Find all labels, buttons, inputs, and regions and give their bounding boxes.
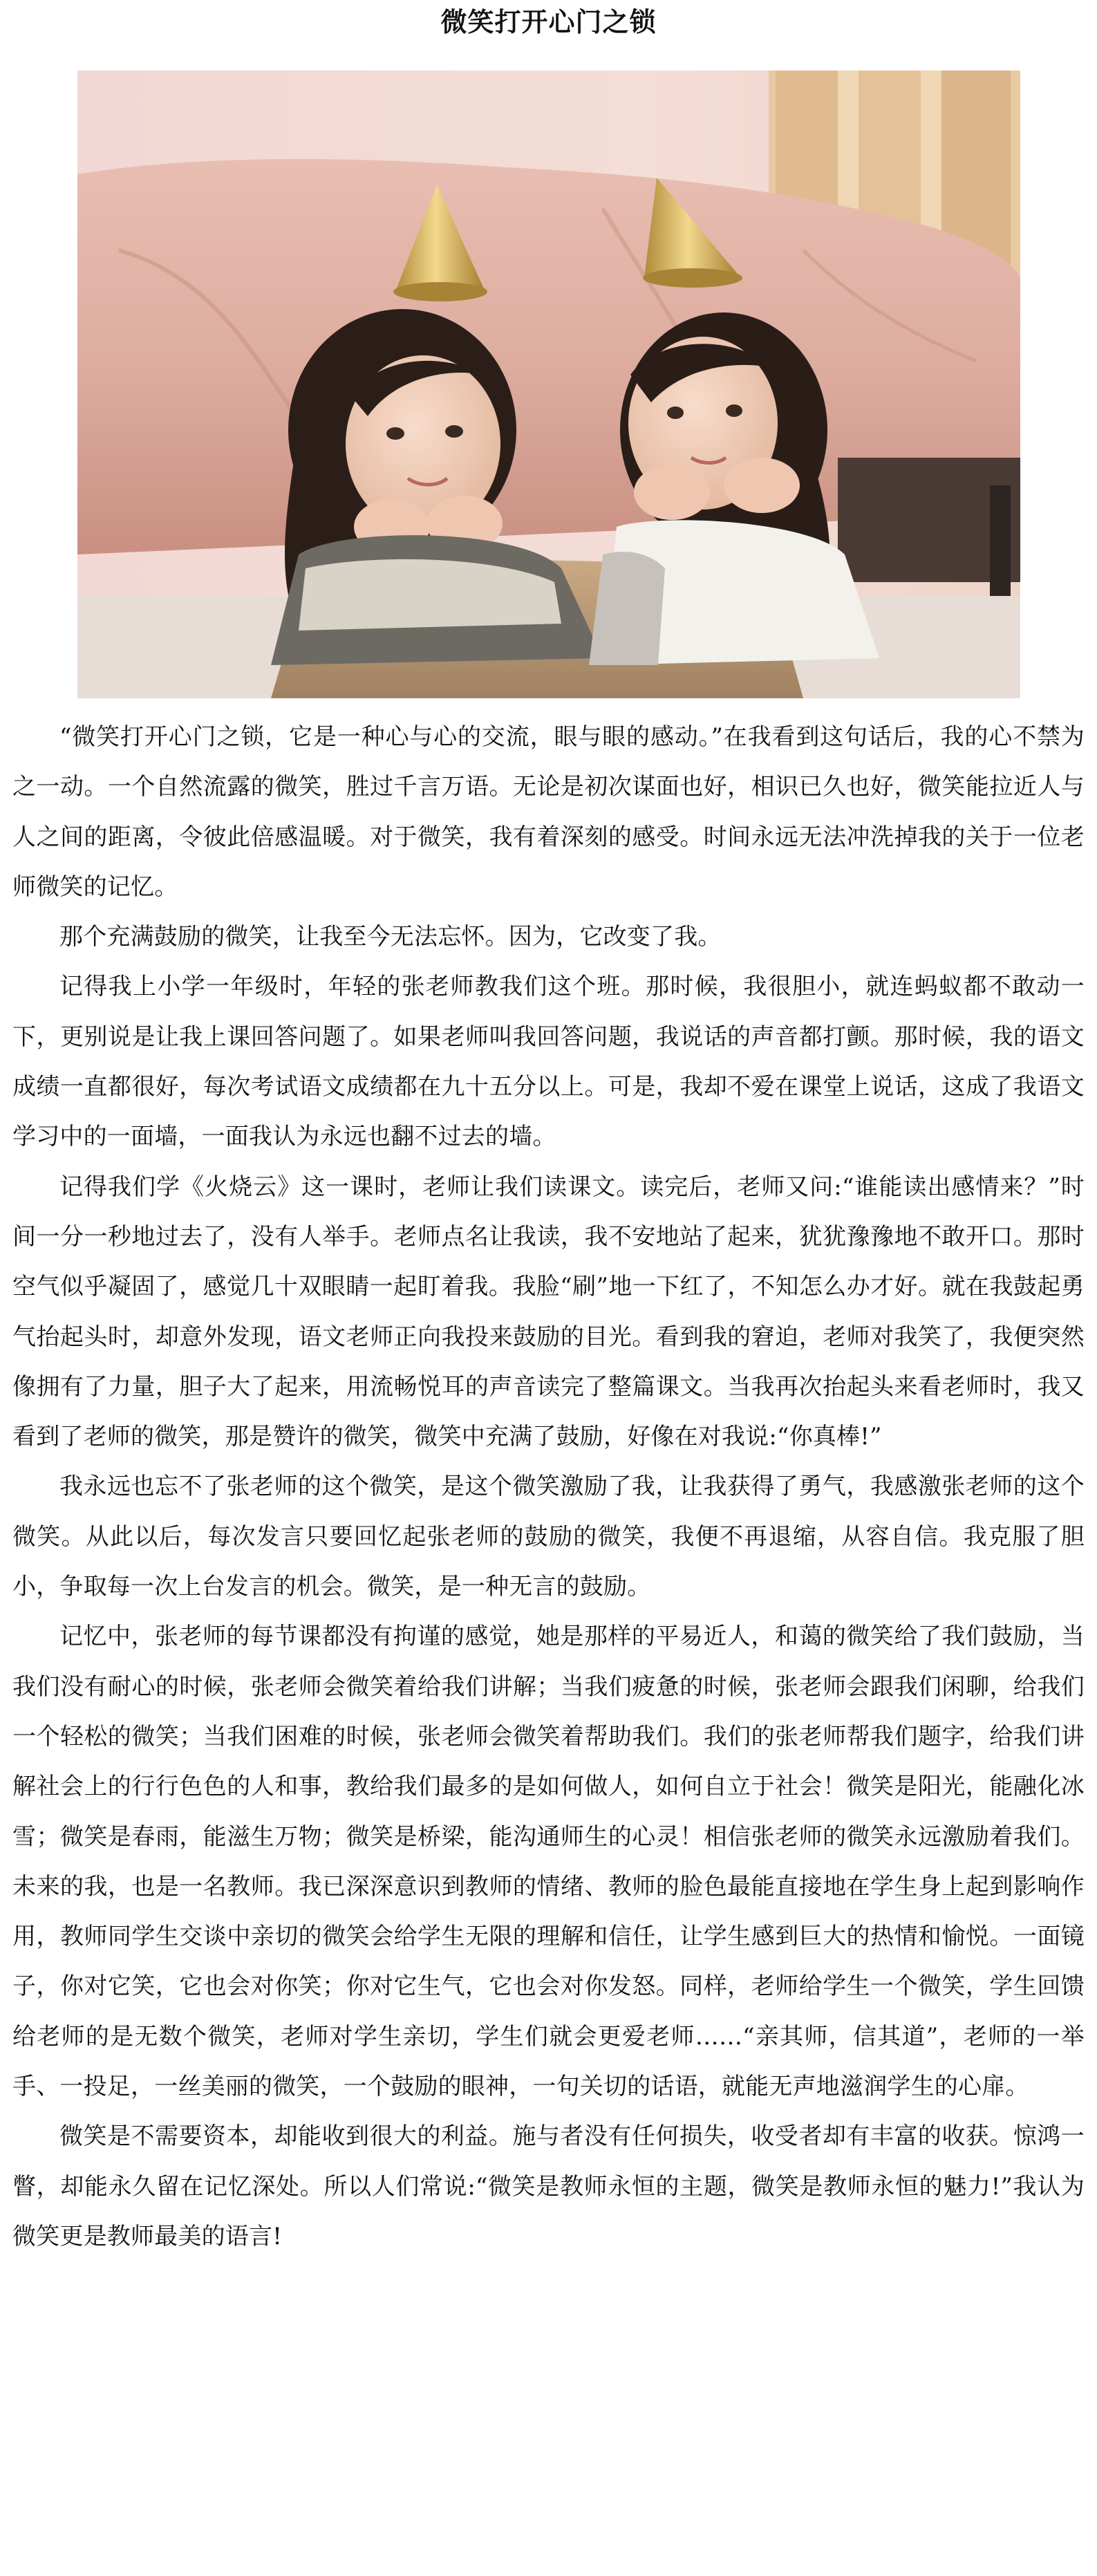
article-body	[12, 712, 1085, 2261]
paragraph-6: 记忆中，张老师的每节课都没有拘谨的感觉，她是那样的平易近人，和蔼的微笑给了我们鼓励，当我们没有耐心的时候，张老师会微笑着给我们讲解；当我们疲惫的时候，张老师会跟我们闲聊，给我们一个轻松的微笑；当我们困难的时候，张老师会微笑着帮助我们。我们的张老师帮我们题字，给我们讲解社会上的行行色色的人和事，教给我们最多的是如何做人，如何自立于社会！微笑是阳光，能融化冰雪；微笑是春雨，能滋生万物；微笑是桥梁，能沟通师生的心灵！相信张老师的微笑永远激励着我们。未来的我，也是一名教师。我已深深意识到教师的情绪、教师的脸色最能直接地在学生身上起到影响作用，教师同学生交谈中亲切的微笑会给学生无限的理解和信任，让学生感到巨大的热情和愉悦。一面镜子，你对它笑，它也会对你笑；你对它生气，它也会对你发怒。同样，老师给学生一个微笑，学生回馈给老师的是无数个微笑，老师对学生亲切，学生们就会更爱老师……“亲其师，信其道”，老师的一举手、一投足，一丝美丽的微笑，一个鼓励的眼神，一句关切的话语，就能无声地滋润学生的心扉。	[12, 1623, 1085, 2101]
paragraph-3: 记得我上小学一年级时，年轻的张老师教我们这个班。那时候，我很胆小，就连蚂蚁都不敢动一下，更别说是让我上课回答问题了。如果老师叫我回答问题，我说话的声音都打颤。那时候，我的语文成绩一直都很好，每次考试语文成绩都在九十五分以上。可是，我却不爱在课堂上说话，这成了我语文学习中的一面墙，一面我认为永远也翻不过去的墙。	[12, 973, 1085, 1151]
photo-two-girls-party-hats-icon	[77, 71, 1020, 698]
paragraph-7: 微笑是不需要资本，却能收到很大的利益。施与者没有任何损失，收受者却有丰富的收获。惊鸿一瞥，却能永久留在记忆深处。所以人们常说:“微笑是教师永恒的主题，微笑是教师永恒的魅力!”我认为微笑更是教师最美的语言!	[12, 2122, 1085, 2250]
article-photo	[77, 71, 1020, 698]
page-title: 微笑打开心门之锁	[440, 6, 657, 37]
paragraph-5: 我永远也忘不了张老师的这个微笑，是这个微笑激励了我，让我获得了勇气，我感激张老师的这个微笑。从此以后，每次发言只要回忆起张老师的鼓励的微笑，我便不再退缩，从容自信。我克服了胆小，争取每一次上台发言的机会。微笑，是一种无言的鼓励。	[12, 1473, 1085, 1601]
paragraph-1: “微笑打开心门之锁，它是一种心与心的交流，眼与眼的感动。”在我看到这句话后，我的心不禁为之一动。一个自然流露的微笑，胜过千言万语。无论是初次谋面也好，相识已久也好，微笑能拉近人与人之间的距离，令彼此倍感温暖。对于微笑，我有着深刻的感受。时间永远无法冲洗掉我的关于一位老师微笑的记忆。	[12, 723, 1085, 901]
paragraph-4: 记得我们学《火烧云》这一课时，老师让我们读课文。读完后，老师又问:“谁能读出感情来？”时间一分一秒地过去了，没有人举手。老师点名让我读，我不安地站了起来，犹犹豫豫地不敢开口。那时空气似乎凝固了，感觉几十双眼睛一起盯着我。我脸“刷”地一下红了，不知怎么办才好。就在我鼓起勇气抬起头时，却意外发现，语文老师正向我投来鼓励的目光。看到我的窘迫，老师对我笑了，我便突然像拥有了力量，胆子大了起来，用流畅悦耳的声音读完了整篇课文。当我再次抬起头来看老师时，我又看到了老师的微笑，那是赞许的微笑，微笑中充满了鼓励，好像在对我说:“你真棒!”	[12, 1173, 1085, 1451]
paragraph-2: 那个充满鼓励的微笑，让我至今无法忘怀。因为，它改变了我。	[59, 923, 722, 951]
